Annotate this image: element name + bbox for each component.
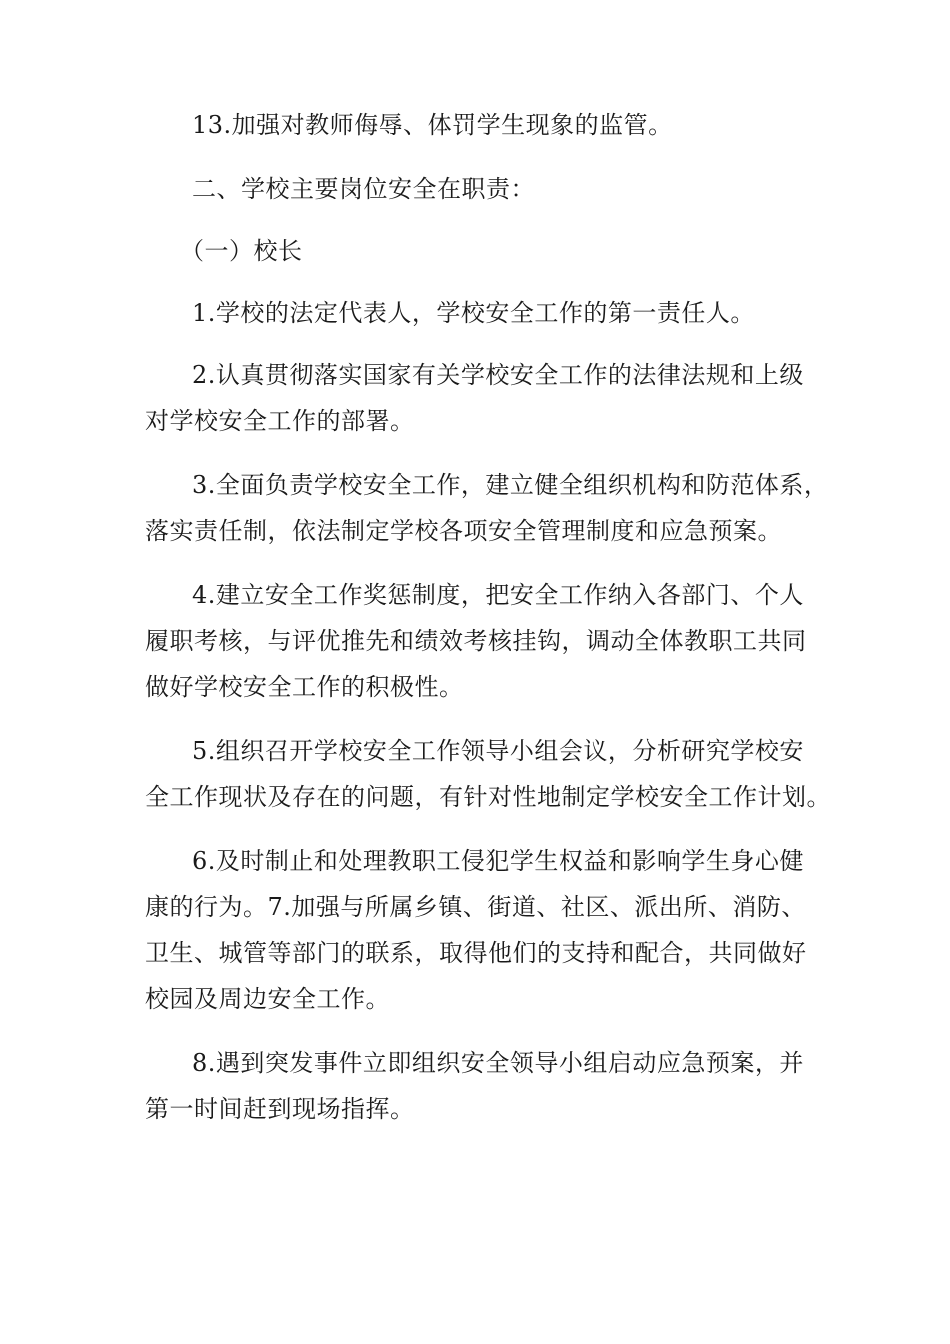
text-line-item-13: 13.加强对教师侮辱、体罚学生现象的监管。 xyxy=(192,111,673,139)
text-line-item-2b: 对学校安全工作的部署。 xyxy=(145,407,415,435)
text-line-item-1: 1.学校的法定代表人，学校安全工作的第一责任人。 xyxy=(192,299,755,327)
text-line-item-2a: 2.认真贯彻落实国家有关学校安全工作的法律法规和上级 xyxy=(192,361,804,389)
text-line-item-8b: 第一时间赶到现场指挥。 xyxy=(145,1095,415,1123)
text-line-item-5b: 全工作现状及存在的问题，有针对性地制定学校安全工作计划。 xyxy=(145,783,831,811)
text-line-item-7a: 卫生、城管等部门的联系，取得他们的支持和配合，共同做好 xyxy=(145,939,807,967)
text-line-item-4a: 4.建立安全工作奖惩制度，把安全工作纳入各部门、个人 xyxy=(192,581,804,609)
text-line-item-4b: 履职考核，与评优推先和绩效考核挂钩，调动全体教职工共同 xyxy=(145,627,807,655)
subsection-heading-principal: （一）校长 xyxy=(180,237,303,265)
text-line-item-3b: 落实责任制，依法制定学校各项安全管理制度和应急预案。 xyxy=(145,517,782,545)
text-line-item-7b: 校园及周边安全工作。 xyxy=(145,985,390,1013)
text-line-item-4c: 做好学校安全工作的积极性。 xyxy=(145,673,464,701)
text-line-item-5a: 5.组织召开学校安全工作领导小组会议，分析研究学校安 xyxy=(192,737,804,765)
text-line-item-6b: 康的行为。7.加强与所属乡镇、街道、社区、派出所、消防、 xyxy=(145,893,806,921)
text-line-item-3a: 3.全面负责学校安全工作，建立健全组织机构和防范体系， xyxy=(192,471,829,499)
text-line-item-8a: 8.遇到突发事件立即组织安全领导小组启动应急预案，并 xyxy=(192,1049,804,1077)
section-heading-positions: 二、学校主要岗位安全在职责： xyxy=(192,175,535,203)
text-line-item-6a: 6.及时制止和处理教职工侵犯学生权益和影响学生身心健 xyxy=(192,847,804,875)
